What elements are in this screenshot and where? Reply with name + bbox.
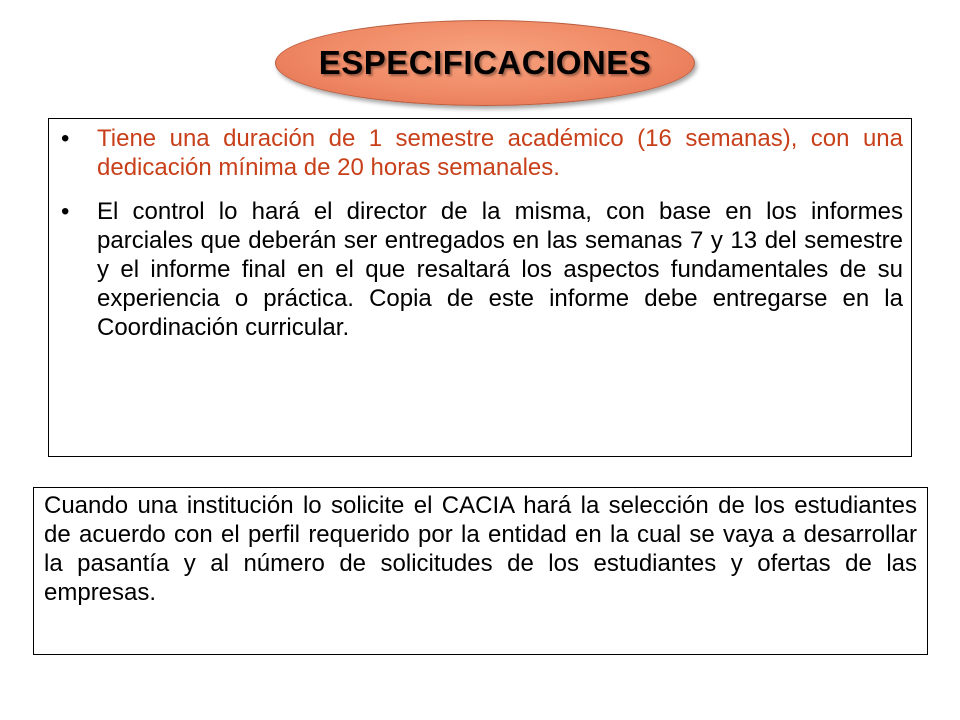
selection-note-box — [33, 487, 928, 655]
selection-note-text: Cuando una institución lo solicite el CACIA hará la selección de los estudiantes de acuerdo con el perfil requerido por la entidad en la cual se vaya a desarrollar la pasantía y al número de solicitudes de los estudiantes y ofertas de las empresas. — [44, 492, 917, 606]
bullet-item-control — [59, 197, 903, 342]
specifications-box — [48, 118, 912, 457]
bullet-dot-icon: • — [61, 198, 70, 225]
title-oval — [275, 20, 695, 106]
bullet-list — [59, 124, 903, 357]
bullet-dot-icon: • — [61, 125, 70, 152]
bullet-item-duration — [59, 124, 903, 182]
bullet-text-control: El control lo hará el director de la misma, con base en los informes parciales que deberán ser entregados en las semanas 7 y 13 del semestre y el informe final en el que resaltará los aspectos fundamentales de su experiencia o práctica. Copia de este informe debe entregarse en la Coordinación curricular. — [97, 198, 903, 341]
slide-title: ESPECIFICACIONES — [318, 44, 652, 81]
bullet-text-duration: Tiene una duración de 1 semestre académico (16 semanas), con una dedicación mínima de 20 horas semanales. — [97, 125, 903, 181]
